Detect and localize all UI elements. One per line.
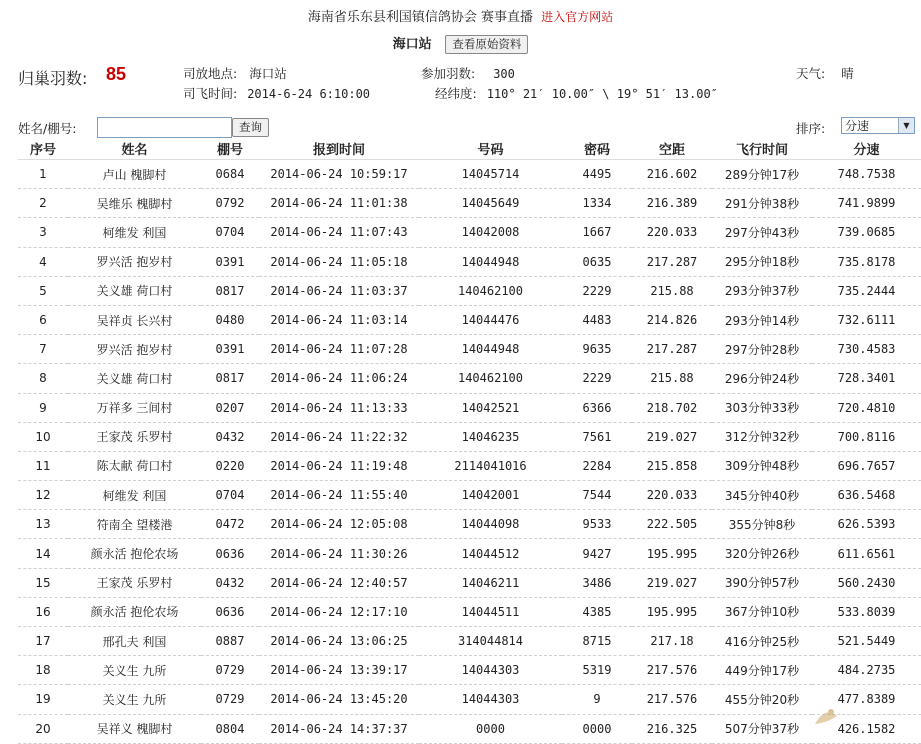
col-arrival-time-cell: 2014-06-24 11:07:28 <box>259 335 419 364</box>
col-name-header: 姓名 <box>68 138 201 160</box>
page-header <box>0 6 921 25</box>
col-name-cell: 吴维乐 槐脚村 <box>68 189 201 218</box>
col-distance-header: 空距 <box>632 138 712 160</box>
col-arrival-time-cell: 2014-06-24 11:03:14 <box>259 305 419 334</box>
table-row <box>18 247 921 276</box>
col-arrival-time-cell: 2014-06-24 11:55:40 <box>259 481 419 510</box>
col-distance-cell: 219.027 <box>632 568 712 597</box>
col-ring-number-header: 号码 <box>419 138 562 160</box>
col-loft-cell: 0636 <box>201 539 259 568</box>
col-speed-cell: 700.8116 <box>812 422 921 451</box>
col-index-cell: 8 <box>18 364 68 393</box>
col-loft-cell: 0817 <box>201 276 259 305</box>
col-flight-time-cell: 289分钟17秒 <box>712 160 812 189</box>
col-distance-cell: 215.858 <box>632 451 712 480</box>
search-button[interactable]: 查询 <box>232 118 269 137</box>
table-row <box>18 276 921 305</box>
col-distance-cell: 215.88 <box>632 364 712 393</box>
col-password-cell: 7561 <box>562 422 632 451</box>
col-ring-number-cell: 140462100 <box>419 276 562 305</box>
table-row <box>18 656 921 685</box>
col-password-cell: 2284 <box>562 451 632 480</box>
col-ring-number-cell: 14044476 <box>419 305 562 334</box>
col-password-cell: 3486 <box>562 568 632 597</box>
col-index-cell: 20 <box>18 714 68 743</box>
table-row <box>18 510 921 539</box>
col-ring-number-cell: 14044948 <box>419 247 562 276</box>
col-flight-time-cell: 320分钟26秒 <box>712 539 812 568</box>
col-flight-time-cell: 312分钟32秒 <box>712 422 812 451</box>
col-password-cell: 1334 <box>562 189 632 218</box>
sort-select[interactable] <box>841 117 915 134</box>
participants-label: 参加羽数: <box>421 66 476 81</box>
col-name-cell: 邢孔夫 利国 <box>68 627 201 656</box>
col-index-cell: 19 <box>18 685 68 714</box>
col-ring-number-cell: 14044098 <box>419 510 562 539</box>
col-flight-time-cell: 293分钟37秒 <box>712 276 812 305</box>
col-index-header: 序号 <box>18 138 68 160</box>
col-flight-time-cell: 291分钟38秒 <box>712 189 812 218</box>
col-flight-time-cell: 293分钟14秒 <box>712 305 812 334</box>
coordinates <box>435 84 718 102</box>
col-password-header: 密码 <box>562 138 632 160</box>
col-distance-cell: 216.389 <box>632 189 712 218</box>
col-ring-number-cell: 14046235 <box>419 422 562 451</box>
table-row <box>18 218 921 247</box>
col-flight-time-cell: 416分钟25秒 <box>712 627 812 656</box>
table-row <box>18 451 921 480</box>
col-password-cell: 9 <box>562 685 632 714</box>
col-flight-time-cell: 390分钟57秒 <box>712 568 812 597</box>
table-row <box>18 335 921 364</box>
col-arrival-time-cell: 2014-06-24 13:06:25 <box>259 627 419 656</box>
col-arrival-time-cell: 2014-06-24 11:01:38 <box>259 189 419 218</box>
col-index-cell: 15 <box>18 568 68 597</box>
table-row <box>18 481 921 510</box>
view-raw-data-button[interactable]: 查看原始资料 <box>445 35 528 54</box>
site-watermark-logo <box>807 696 917 732</box>
col-ring-number-cell: 14044948 <box>419 335 562 364</box>
sort-selected-value: 分速 <box>845 119 870 133</box>
release-time <box>183 84 370 102</box>
col-name-cell: 王家茂 乐罗村 <box>68 422 201 451</box>
col-name-cell: 万祥多 三间村 <box>68 393 201 422</box>
col-arrival-time-cell: 2014-06-24 12:40:57 <box>259 568 419 597</box>
col-speed-cell: 426.1582 <box>812 714 921 743</box>
col-name-cell: 吴祥义 槐脚村 <box>68 714 201 743</box>
col-name-cell: 吴祥贞 长兴村 <box>68 305 201 334</box>
official-site-link[interactable]: 进入官方网站 <box>541 10 614 24</box>
table-row <box>18 685 921 714</box>
col-loft-cell: 0729 <box>201 656 259 685</box>
coordinates-label: 经纬度: <box>435 86 477 101</box>
coordinates-value: 110° 21′ 10.00″ \ 19° 51′ 13.00″ <box>486 87 718 101</box>
col-arrival-time-cell: 2014-06-24 11:30:26 <box>259 539 419 568</box>
col-loft-cell: 0472 <box>201 510 259 539</box>
weather-label: 天气: <box>796 66 826 81</box>
col-ring-number-cell: 14044303 <box>419 656 562 685</box>
col-flight-time-cell: 297分钟43秒 <box>712 218 812 247</box>
col-ring-number-cell: 2114041016 <box>419 451 562 480</box>
col-flight-time-header: 飞行时间 <box>712 138 812 160</box>
col-speed-cell: 626.5393 <box>812 510 921 539</box>
release-site-value: 海口站 <box>249 66 287 81</box>
station-name: 海口站 <box>392 37 432 52</box>
col-ring-number-cell: 14046211 <box>419 568 562 597</box>
col-password-cell: 2229 <box>562 364 632 393</box>
col-index-cell: 3 <box>18 218 68 247</box>
col-arrival-time-cell: 2014-06-24 11:03:37 <box>259 276 419 305</box>
col-index-cell: 10 <box>18 422 68 451</box>
col-flight-time-cell: 345分钟40秒 <box>712 481 812 510</box>
col-distance-cell: 220.033 <box>632 481 712 510</box>
col-name-cell: 颜永活 抱伦农场 <box>68 597 201 626</box>
col-distance-cell: 217.287 <box>632 247 712 276</box>
col-flight-time-cell: 355分钟8秒 <box>712 510 812 539</box>
col-flight-time-cell: 297分钟28秒 <box>712 335 812 364</box>
col-distance-cell: 218.702 <box>632 393 712 422</box>
col-speed-cell: 521.5449 <box>812 627 921 656</box>
col-index-cell: 12 <box>18 481 68 510</box>
col-password-cell: 4495 <box>562 160 632 189</box>
col-speed-cell: 477.8389 <box>812 685 921 714</box>
page-title: 海南省乐东县利国镇信鸽协会 赛事直播 <box>307 10 533 25</box>
col-arrival-time-cell: 2014-06-24 11:19:48 <box>259 451 419 480</box>
col-arrival-time-cell: 2014-06-24 11:13:33 <box>259 393 419 422</box>
returned-count: 85 <box>106 64 127 84</box>
col-distance-cell: 222.505 <box>632 510 712 539</box>
col-ring-number-cell: 314044814 <box>419 627 562 656</box>
release-site <box>183 64 287 82</box>
col-distance-cell: 220.033 <box>632 218 712 247</box>
returned-count-label: 归巢羽数: <box>18 69 88 88</box>
col-password-cell: 6366 <box>562 393 632 422</box>
col-loft-cell: 0432 <box>201 422 259 451</box>
col-arrival-time-cell: 2014-06-24 11:06:24 <box>259 364 419 393</box>
col-distance-cell: 215.88 <box>632 276 712 305</box>
col-name-cell: 关义生 九所 <box>68 656 201 685</box>
chevron-down-icon[interactable]: ▼ <box>898 118 914 133</box>
table-row <box>18 714 921 743</box>
col-arrival-time-cell: 2014-06-24 11:22:32 <box>259 422 419 451</box>
col-ring-number-cell: 0000 <box>419 714 562 743</box>
col-arrival-time-cell: 2014-06-24 12:05:08 <box>259 510 419 539</box>
col-speed-cell: 636.5468 <box>812 481 921 510</box>
col-name-cell: 罗兴活 抱岁村 <box>68 335 201 364</box>
col-loft-cell: 0704 <box>201 218 259 247</box>
weather-value: 晴 <box>841 66 854 81</box>
col-distance-cell: 214.826 <box>632 305 712 334</box>
col-speed-cell: 560.2430 <box>812 568 921 597</box>
col-arrival-time-cell: 2014-06-24 14:37:37 <box>259 714 419 743</box>
col-flight-time-cell: 507分钟37秒 <box>712 714 812 743</box>
col-index-cell: 9 <box>18 393 68 422</box>
col-name-cell: 罗兴活 抱岁村 <box>68 247 201 276</box>
col-password-cell: 7544 <box>562 481 632 510</box>
col-distance-cell: 216.325 <box>632 714 712 743</box>
table-row <box>18 539 921 568</box>
release-site-label: 司放地点: <box>183 66 238 81</box>
col-index-cell: 2 <box>18 189 68 218</box>
col-flight-time-cell: 303分钟33秒 <box>712 393 812 422</box>
col-password-cell: 8715 <box>562 627 632 656</box>
col-loft-cell: 0887 <box>201 627 259 656</box>
col-speed-cell: 735.8178 <box>812 247 921 276</box>
col-index-cell: 16 <box>18 597 68 626</box>
col-speed-cell: 611.6561 <box>812 539 921 568</box>
col-flight-time-cell: 455分钟20秒 <box>712 685 812 714</box>
col-name-cell: 柯维发 利国 <box>68 218 201 247</box>
col-password-cell: 9533 <box>562 510 632 539</box>
table-header-row <box>18 138 921 160</box>
col-name-cell: 关义雄 荷口村 <box>68 364 201 393</box>
col-ring-number-cell: 14044511 <box>419 597 562 626</box>
table-row <box>18 364 921 393</box>
col-name-cell: 颜永活 抱伦农场 <box>68 539 201 568</box>
col-password-cell: 1667 <box>562 218 632 247</box>
table-row <box>18 305 921 334</box>
col-distance-cell: 217.576 <box>632 656 712 685</box>
col-password-cell: 0635 <box>562 247 632 276</box>
col-speed-cell: 748.7538 <box>812 160 921 189</box>
col-index-cell: 5 <box>18 276 68 305</box>
col-loft-cell: 0729 <box>201 685 259 714</box>
col-distance-cell: 216.602 <box>632 160 712 189</box>
col-name-cell: 卢山 槐脚村 <box>68 160 201 189</box>
table-row <box>18 422 921 451</box>
col-loft-cell: 0792 <box>201 189 259 218</box>
col-name-cell: 柯维发 利国 <box>68 481 201 510</box>
col-distance-cell: 217.18 <box>632 627 712 656</box>
col-loft-cell: 0684 <box>201 160 259 189</box>
col-arrival-time-cell: 2014-06-24 10:59:17 <box>259 160 419 189</box>
col-loft-header: 棚号 <box>201 138 259 160</box>
col-loft-cell: 0391 <box>201 247 259 276</box>
col-speed-cell: 741.9899 <box>812 189 921 218</box>
table-row <box>18 160 921 189</box>
col-arrival-time-cell: 2014-06-24 13:45:20 <box>259 685 419 714</box>
col-speed-cell: 735.2444 <box>812 276 921 305</box>
col-arrival-time-header: 报到时间 <box>259 138 419 160</box>
search-label: 姓名/棚号: <box>18 121 77 136</box>
col-arrival-time-cell: 2014-06-24 12:17:10 <box>259 597 419 626</box>
col-password-cell: 2229 <box>562 276 632 305</box>
col-loft-cell: 0207 <box>201 393 259 422</box>
col-arrival-time-cell: 2014-06-24 11:07:43 <box>259 218 419 247</box>
col-ring-number-cell: 140462100 <box>419 364 562 393</box>
col-index-cell: 13 <box>18 510 68 539</box>
col-speed-cell: 728.3401 <box>812 364 921 393</box>
col-index-cell: 4 <box>18 247 68 276</box>
col-ring-number-cell: 14042521 <box>419 393 562 422</box>
col-ring-number-cell: 14042008 <box>419 218 562 247</box>
col-speed-cell: 696.7657 <box>812 451 921 480</box>
participants <box>421 64 515 82</box>
table-row <box>18 597 921 626</box>
col-loft-cell: 0704 <box>201 481 259 510</box>
col-distance-cell: 195.995 <box>632 539 712 568</box>
col-speed-cell: 730.4583 <box>812 335 921 364</box>
col-distance-cell: 217.576 <box>632 685 712 714</box>
col-ring-number-cell: 14045649 <box>419 189 562 218</box>
table-row <box>18 627 921 656</box>
col-name-cell: 符南全 望楼港 <box>68 510 201 539</box>
col-arrival-time-cell: 2014-06-24 11:05:18 <box>259 247 419 276</box>
col-ring-number-cell: 14042001 <box>419 481 562 510</box>
col-password-cell: 4483 <box>562 305 632 334</box>
col-password-cell: 9427 <box>562 539 632 568</box>
col-arrival-time-cell: 2014-06-24 13:39:17 <box>259 656 419 685</box>
search-input[interactable] <box>97 117 232 138</box>
col-loft-cell: 0391 <box>201 335 259 364</box>
col-speed-cell: 720.4810 <box>812 393 921 422</box>
sort-label: 排序: <box>796 121 826 136</box>
release-time-value: 2014-6-24 6:10:00 <box>247 87 371 101</box>
col-index-cell: 11 <box>18 451 68 480</box>
col-password-cell: 5319 <box>562 656 632 685</box>
col-speed-cell: 533.8039 <box>812 597 921 626</box>
table-row <box>18 568 921 597</box>
col-password-cell: 9635 <box>562 335 632 364</box>
col-index-cell: 17 <box>18 627 68 656</box>
col-loft-cell: 0480 <box>201 305 259 334</box>
col-speed-header: 分速 <box>812 138 921 160</box>
col-index-cell: 14 <box>18 539 68 568</box>
col-loft-cell: 0817 <box>201 364 259 393</box>
col-ring-number-cell: 14045714 <box>419 160 562 189</box>
col-distance-cell: 217.287 <box>632 335 712 364</box>
col-name-cell: 关义雄 荷口村 <box>68 276 201 305</box>
release-time-label: 司飞时间: <box>183 86 238 101</box>
col-name-cell: 王家茂 乐罗村 <box>68 568 201 597</box>
col-password-cell: 4385 <box>562 597 632 626</box>
col-speed-cell: 739.0685 <box>812 218 921 247</box>
col-flight-time-cell: 367分钟10秒 <box>712 597 812 626</box>
col-index-cell: 7 <box>18 335 68 364</box>
col-distance-cell: 219.027 <box>632 422 712 451</box>
results-table <box>18 138 921 744</box>
col-flight-time-cell: 296分钟24秒 <box>712 364 812 393</box>
col-loft-cell: 0636 <box>201 597 259 626</box>
col-name-cell: 关义生 九所 <box>68 685 201 714</box>
col-password-cell: 0000 <box>562 714 632 743</box>
col-flight-time-cell: 295分钟18秒 <box>712 247 812 276</box>
col-loft-cell: 0220 <box>201 451 259 480</box>
participants-value: 300 <box>493 67 515 81</box>
table-row <box>18 189 921 218</box>
col-ring-number-cell: 14044303 <box>419 685 562 714</box>
weather <box>796 64 854 82</box>
table-row <box>18 393 921 422</box>
col-distance-cell: 195.995 <box>632 597 712 626</box>
col-index-cell: 18 <box>18 656 68 685</box>
col-flight-time-cell: 309分钟48秒 <box>712 451 812 480</box>
col-index-cell: 1 <box>18 160 68 189</box>
col-speed-cell: 732.6111 <box>812 305 921 334</box>
col-flight-time-cell: 449分钟17秒 <box>712 656 812 685</box>
col-loft-cell: 0432 <box>201 568 259 597</box>
col-index-cell: 6 <box>18 305 68 334</box>
col-loft-cell: 0804 <box>201 714 259 743</box>
station-row <box>0 33 921 54</box>
col-speed-cell: 484.2735 <box>812 656 921 685</box>
col-name-cell: 陈太献 荷口村 <box>68 451 201 480</box>
col-ring-number-cell: 14044512 <box>419 539 562 568</box>
